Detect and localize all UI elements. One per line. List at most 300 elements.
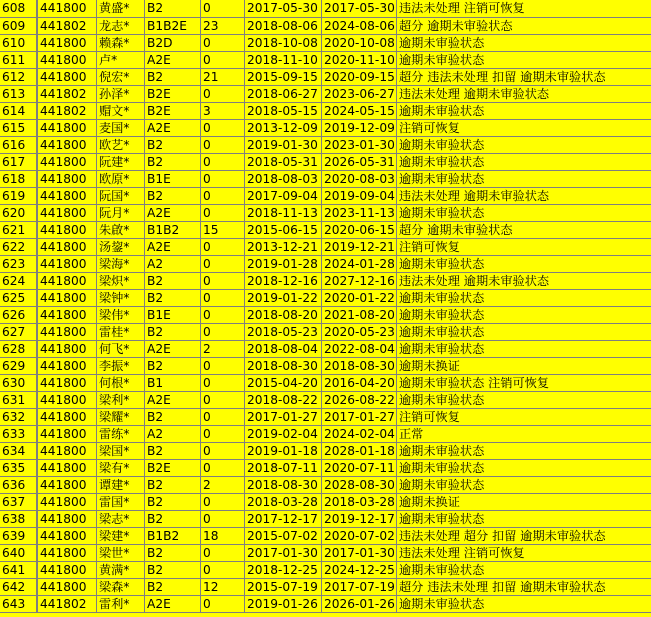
points-cell[interactable]: 0 <box>201 307 245 323</box>
issue-date-cell[interactable]: 2018-06-27 <box>245 86 322 102</box>
table-row <box>0 273 651 290</box>
row-number-cell[interactable]: 614 <box>0 103 37 119</box>
status-cell[interactable]: 违法未处理 逾期未审验状态 <box>397 86 651 102</box>
license-class-cell[interactable]: A2E <box>145 596 201 612</box>
license-class-cell[interactable]: B2 <box>145 188 201 204</box>
issue-date-cell[interactable]: 2018-08-04 <box>245 341 322 357</box>
status-cell[interactable]: 超分 逾期未审验状态 <box>397 18 651 34</box>
table-row <box>0 205 651 222</box>
name-cell[interactable]: 朱啟* <box>97 222 145 238</box>
issue-date-cell[interactable]: 2018-08-03 <box>245 171 322 187</box>
points-cell[interactable]: 0 <box>201 562 245 578</box>
area-code-cell[interactable]: 441800 <box>37 358 97 374</box>
status-cell[interactable]: 逾期未审验状态 <box>397 392 651 408</box>
license-class-cell[interactable]: B2E <box>145 86 201 102</box>
issue-date-cell[interactable]: 2018-11-13 <box>245 205 322 221</box>
expiry-date-cell[interactable]: 2019-09-04 <box>322 188 397 204</box>
area-code-cell[interactable]: 441800 <box>37 35 97 51</box>
issue-date-cell[interactable]: 2017-01-30 <box>245 545 322 561</box>
expiry-date-cell[interactable]: 2028-08-30 <box>322 477 397 493</box>
status-cell[interactable]: 逾期未审验状态 <box>397 35 651 51</box>
name-cell[interactable]: 雷桂* <box>97 324 145 340</box>
status-cell[interactable]: 违法未处理 注销可恢复 <box>397 0 651 17</box>
expiry-date-cell[interactable]: 2020-07-11 <box>322 460 397 476</box>
expiry-date-cell[interactable]: 2016-04-20 <box>322 375 397 391</box>
row-number-cell[interactable]: 621 <box>0 222 37 238</box>
points-cell[interactable]: 0 <box>201 52 245 68</box>
row-number-cell[interactable]: 632 <box>0 409 37 425</box>
issue-date-cell[interactable]: 2015-04-20 <box>245 375 322 391</box>
area-code-cell[interactable]: 441800 <box>37 307 97 323</box>
area-code-cell[interactable]: 441800 <box>37 443 97 459</box>
table-row <box>0 171 651 188</box>
row-number-cell[interactable]: 643 <box>0 596 37 612</box>
status-cell[interactable]: 逾期未审验状态 <box>397 103 651 119</box>
area-code-cell[interactable]: 441800 <box>37 273 97 289</box>
expiry-date-cell[interactable]: 2024-12-25 <box>322 562 397 578</box>
name-cell[interactable]: 梁建* <box>97 528 145 544</box>
area-code-cell[interactable]: 441800 <box>37 52 97 68</box>
issue-date-cell[interactable]: 2018-05-31 <box>245 154 322 170</box>
issue-date-cell[interactable]: 2018-10-08 <box>245 35 322 51</box>
points-cell[interactable]: 0 <box>201 511 245 527</box>
status-cell[interactable]: 逾期未审验状态 <box>397 341 651 357</box>
area-code-cell[interactable]: 441800 <box>37 426 97 442</box>
license-class-cell[interactable]: A2E <box>145 239 201 255</box>
status-cell[interactable]: 违法未处理 超分 扣留 逾期未审验状态 <box>397 528 651 544</box>
expiry-date-cell[interactable]: 2018-03-28 <box>322 494 397 510</box>
points-cell[interactable]: 21 <box>201 69 245 85</box>
status-cell[interactable]: 逾期未审验状态 <box>397 307 651 323</box>
name-cell[interactable]: 孙泽* <box>97 86 145 102</box>
issue-date-cell[interactable]: 2013-12-09 <box>245 120 322 136</box>
table-row <box>0 409 651 426</box>
points-cell[interactable]: 0 <box>201 0 245 17</box>
area-code-cell[interactable]: 441800 <box>37 409 97 425</box>
expiry-date-cell[interactable]: 2018-08-30 <box>322 358 397 374</box>
issue-date-cell[interactable]: 2013-12-21 <box>245 239 322 255</box>
license-class-cell[interactable]: B2 <box>145 154 201 170</box>
expiry-date-cell[interactable]: 2017-05-30 <box>322 0 397 17</box>
name-cell[interactable]: 雷练* <box>97 426 145 442</box>
license-class-cell[interactable]: B1E <box>145 307 201 323</box>
issue-date-cell[interactable]: 2018-05-15 <box>245 103 322 119</box>
name-cell[interactable]: 梁钟* <box>97 290 145 306</box>
name-cell[interactable]: 梁森* <box>97 579 145 595</box>
row-number-cell[interactable]: 639 <box>0 528 37 544</box>
points-cell[interactable]: 0 <box>201 171 245 187</box>
area-code-cell[interactable]: 441800 <box>37 562 97 578</box>
name-cell[interactable]: 梁利* <box>97 392 145 408</box>
points-cell[interactable]: 0 <box>201 137 245 153</box>
row-number-cell[interactable]: 637 <box>0 494 37 510</box>
status-cell[interactable]: 注销可恢复 <box>397 409 651 425</box>
status-cell[interactable]: 违法未处理 注销可恢复 <box>397 545 651 561</box>
license-class-cell[interactable]: B2 <box>145 358 201 374</box>
license-class-cell[interactable]: B2 <box>145 0 201 17</box>
license-class-cell[interactable]: B2 <box>145 562 201 578</box>
row-number-cell[interactable]: 623 <box>0 256 37 272</box>
points-cell[interactable]: 0 <box>201 324 245 340</box>
row-number-cell[interactable]: 627 <box>0 324 37 340</box>
expiry-date-cell[interactable]: 2024-02-04 <box>322 426 397 442</box>
expiry-date-cell[interactable]: 2019-12-09 <box>322 120 397 136</box>
status-cell[interactable]: 逾期未审验状态 <box>397 256 651 272</box>
status-cell[interactable]: 逾期未审验状态 <box>397 52 651 68</box>
area-code-cell[interactable]: 441800 <box>37 120 97 136</box>
area-code-cell[interactable]: 441800 <box>37 511 97 527</box>
issue-date-cell[interactable]: 2018-08-22 <box>245 392 322 408</box>
status-cell[interactable]: 逾期未换证 <box>397 494 651 510</box>
table-row <box>0 86 651 103</box>
points-cell[interactable]: 0 <box>201 154 245 170</box>
expiry-date-cell[interactable]: 2020-11-10 <box>322 52 397 68</box>
row-number-cell[interactable]: 618 <box>0 171 37 187</box>
name-cell[interactable]: 梁炽* <box>97 273 145 289</box>
expiry-date-cell[interactable]: 2019-12-17 <box>322 511 397 527</box>
issue-date-cell[interactable]: 2018-05-23 <box>245 324 322 340</box>
row-number-cell[interactable]: 617 <box>0 154 37 170</box>
status-cell[interactable]: 逾期未审验状态 <box>397 511 651 527</box>
points-cell[interactable]: 0 <box>201 596 245 612</box>
status-cell[interactable]: 逾期未审验状态 <box>397 460 651 476</box>
status-cell[interactable]: 注销可恢复 <box>397 239 651 255</box>
expiry-date-cell[interactable]: 2019-12-21 <box>322 239 397 255</box>
issue-date-cell[interactable]: 2018-08-30 <box>245 358 322 374</box>
license-class-cell[interactable]: B2 <box>145 137 201 153</box>
issue-date-cell[interactable]: 2018-03-28 <box>245 494 322 510</box>
area-code-cell[interactable]: 441800 <box>37 188 97 204</box>
points-cell[interactable]: 0 <box>201 35 245 51</box>
name-cell[interactable]: 阮国* <box>97 188 145 204</box>
issue-date-cell[interactable]: 2019-02-04 <box>245 426 322 442</box>
name-cell[interactable]: 何根* <box>97 375 145 391</box>
issue-date-cell[interactable]: 2019-01-18 <box>245 443 322 459</box>
name-cell[interactable]: 赗文* <box>97 103 145 119</box>
points-cell[interactable]: 0 <box>201 409 245 425</box>
name-cell[interactable]: 黄盛* <box>97 0 145 17</box>
area-code-cell[interactable]: 441800 <box>37 154 97 170</box>
name-cell[interactable]: 欧艺* <box>97 137 145 153</box>
area-code-cell[interactable]: 441800 <box>37 222 97 238</box>
license-class-cell[interactable]: B1B2E <box>145 18 201 34</box>
expiry-date-cell[interactable]: 2017-07-19 <box>322 579 397 595</box>
expiry-date-cell[interactable]: 2022-08-04 <box>322 341 397 357</box>
area-code-cell[interactable]: 441800 <box>37 528 97 544</box>
issue-date-cell[interactable]: 2019-01-28 <box>245 256 322 272</box>
points-cell[interactable]: 0 <box>201 120 245 136</box>
row-number-cell[interactable]: 625 <box>0 290 37 306</box>
license-class-cell[interactable]: A2E <box>145 120 201 136</box>
area-code-cell[interactable]: 441800 <box>37 341 97 357</box>
issue-date-cell[interactable]: 2015-06-15 <box>245 222 322 238</box>
row-number-cell[interactable]: 642 <box>0 579 37 595</box>
name-cell[interactable]: 梁有* <box>97 460 145 476</box>
status-cell[interactable]: 逾期未审验状态 <box>397 290 651 306</box>
row-number-cell[interactable]: 615 <box>0 120 37 136</box>
area-code-cell[interactable]: 441800 <box>37 0 97 17</box>
table-row <box>0 18 651 35</box>
row-number-cell[interactable]: 636 <box>0 477 37 493</box>
name-cell[interactable]: 阮月* <box>97 205 145 221</box>
expiry-date-cell[interactable]: 2017-01-30 <box>322 545 397 561</box>
license-class-cell[interactable]: B2 <box>145 477 201 493</box>
row-number-cell[interactable]: 633 <box>0 426 37 442</box>
area-code-cell[interactable]: 441800 <box>37 375 97 391</box>
name-cell[interactable]: 龙志* <box>97 18 145 34</box>
expiry-date-cell[interactable]: 2024-01-28 <box>322 256 397 272</box>
issue-date-cell[interactable]: 2017-12-17 <box>245 511 322 527</box>
row-number-cell[interactable]: 624 <box>0 273 37 289</box>
name-cell[interactable]: 雷国* <box>97 494 145 510</box>
points-cell[interactable]: 2 <box>201 341 245 357</box>
license-class-cell[interactable]: A2E <box>145 341 201 357</box>
status-cell[interactable]: 超分 逾期未审验状态 <box>397 222 651 238</box>
license-class-cell[interactable]: B2 <box>145 511 201 527</box>
name-cell[interactable]: 梁志* <box>97 511 145 527</box>
license-class-cell[interactable]: A2 <box>145 426 201 442</box>
issue-date-cell[interactable]: 2017-05-30 <box>245 0 322 17</box>
license-class-cell[interactable]: B2E <box>145 103 201 119</box>
issue-date-cell[interactable]: 2017-09-04 <box>245 188 322 204</box>
area-code-cell[interactable]: 441800 <box>37 239 97 255</box>
name-cell[interactable]: 黄满* <box>97 562 145 578</box>
expiry-date-cell[interactable]: 2023-06-27 <box>322 86 397 102</box>
expiry-date-cell[interactable]: 2020-07-02 <box>322 528 397 544</box>
status-cell[interactable]: 逾期未审验状态 <box>397 324 651 340</box>
issue-date-cell[interactable]: 2018-12-25 <box>245 562 322 578</box>
row-number-cell[interactable]: 641 <box>0 562 37 578</box>
row-number-cell[interactable]: 620 <box>0 205 37 221</box>
status-cell[interactable]: 逾期未审验状态 <box>397 154 651 170</box>
row-number-cell[interactable]: 638 <box>0 511 37 527</box>
status-cell[interactable]: 逾期未审验状态 <box>397 137 651 153</box>
points-cell[interactable]: 0 <box>201 239 245 255</box>
name-cell[interactable]: 赖森* <box>97 35 145 51</box>
status-cell[interactable]: 正常 <box>397 426 651 442</box>
status-cell[interactable]: 注销可恢复 <box>397 120 651 136</box>
name-cell[interactable]: 梁世* <box>97 545 145 561</box>
license-class-cell[interactable]: B1 <box>145 375 201 391</box>
points-cell[interactable]: 18 <box>201 528 245 544</box>
area-code-cell[interactable]: 441800 <box>37 545 97 561</box>
expiry-date-cell[interactable]: 2026-01-26 <box>322 596 397 612</box>
license-class-cell[interactable]: B1B2 <box>145 222 201 238</box>
expiry-date-cell[interactable]: 2023-01-30 <box>322 137 397 153</box>
points-cell[interactable]: 0 <box>201 443 245 459</box>
name-cell[interactable]: 李振* <box>97 358 145 374</box>
area-code-cell[interactable]: 441800 <box>37 205 97 221</box>
expiry-date-cell[interactable]: 2028-01-18 <box>322 443 397 459</box>
issue-date-cell[interactable]: 2015-07-02 <box>245 528 322 544</box>
issue-date-cell[interactable]: 2018-08-30 <box>245 477 322 493</box>
points-cell[interactable]: 0 <box>201 358 245 374</box>
issue-date-cell[interactable]: 2019-01-22 <box>245 290 322 306</box>
points-cell[interactable]: 0 <box>201 256 245 272</box>
row-number-cell[interactable]: 611 <box>0 52 37 68</box>
area-code-cell[interactable]: 441800 <box>37 460 97 476</box>
license-class-cell[interactable]: B2D <box>145 35 201 51</box>
area-code-cell[interactable]: 441800 <box>37 477 97 493</box>
area-code-cell[interactable]: 441800 <box>37 171 97 187</box>
issue-date-cell[interactable]: 2018-07-11 <box>245 460 322 476</box>
row-number-cell[interactable]: 634 <box>0 443 37 459</box>
area-code-cell[interactable]: 441800 <box>37 137 97 153</box>
points-cell[interactable]: 0 <box>201 494 245 510</box>
expiry-date-cell[interactable]: 2020-06-15 <box>322 222 397 238</box>
issue-date-cell[interactable]: 2018-08-20 <box>245 307 322 323</box>
area-code-cell[interactable]: 441800 <box>37 392 97 408</box>
expiry-date-cell[interactable]: 2020-09-15 <box>322 69 397 85</box>
issue-date-cell[interactable]: 2019-01-26 <box>245 596 322 612</box>
expiry-date-cell[interactable]: 2023-11-13 <box>322 205 397 221</box>
points-cell[interactable]: 0 <box>201 188 245 204</box>
expiry-date-cell[interactable]: 2021-08-20 <box>322 307 397 323</box>
license-class-cell[interactable]: B2 <box>145 273 201 289</box>
area-code-cell[interactable]: 441800 <box>37 290 97 306</box>
name-cell[interactable]: 梁耀* <box>97 409 145 425</box>
status-cell[interactable]: 逾期未审验状态 <box>397 562 651 578</box>
status-cell[interactable]: 违法未处理 逾期未审验状态 <box>397 273 651 289</box>
status-cell[interactable]: 逾期未审验状态 <box>397 477 651 493</box>
name-cell[interactable]: 倪宏* <box>97 69 145 85</box>
points-cell[interactable]: 0 <box>201 392 245 408</box>
row-number-cell[interactable]: 609 <box>0 18 37 34</box>
points-cell[interactable]: 0 <box>201 545 245 561</box>
area-code-cell[interactable]: 441802 <box>37 103 97 119</box>
license-class-cell[interactable]: B2 <box>145 324 201 340</box>
area-code-cell[interactable]: 441802 <box>37 86 97 102</box>
points-cell[interactable]: 3 <box>201 103 245 119</box>
row-number-cell[interactable]: 622 <box>0 239 37 255</box>
name-cell[interactable]: 汤鋆* <box>97 239 145 255</box>
issue-date-cell[interactable]: 2018-11-10 <box>245 52 322 68</box>
expiry-date-cell[interactable]: 2020-05-23 <box>322 324 397 340</box>
table-row <box>0 290 651 307</box>
name-cell[interactable]: 梁伟* <box>97 307 145 323</box>
table-row <box>0 579 651 596</box>
name-cell[interactable]: 谭建* <box>97 477 145 493</box>
row-number-cell[interactable]: 610 <box>0 35 37 51</box>
issue-date-cell[interactable]: 2017-01-27 <box>245 409 322 425</box>
points-cell[interactable]: 0 <box>201 290 245 306</box>
status-cell[interactable]: 逾期未审验状态 <box>397 171 651 187</box>
license-class-cell[interactable]: B1B2 <box>145 528 201 544</box>
table-row <box>0 426 651 443</box>
table-row <box>0 477 651 494</box>
points-cell[interactable]: 23 <box>201 18 245 34</box>
points-cell[interactable]: 0 <box>201 205 245 221</box>
license-class-cell[interactable]: B2 <box>145 69 201 85</box>
status-cell[interactable]: 逾期未审验状态 注销可恢复 <box>397 375 651 391</box>
area-code-cell[interactable]: 441800 <box>37 494 97 510</box>
row-number-cell[interactable]: 640 <box>0 545 37 561</box>
row-number-cell[interactable]: 635 <box>0 460 37 476</box>
license-class-cell[interactable]: B2 <box>145 494 201 510</box>
name-cell[interactable]: 何飞* <box>97 341 145 357</box>
row-number-cell[interactable]: 619 <box>0 188 37 204</box>
expiry-date-cell[interactable]: 2020-08-03 <box>322 171 397 187</box>
area-code-cell[interactable]: 441800 <box>37 324 97 340</box>
points-cell[interactable]: 2 <box>201 477 245 493</box>
license-class-cell[interactable]: B2E <box>145 460 201 476</box>
points-cell[interactable]: 0 <box>201 273 245 289</box>
expiry-date-cell[interactable]: 2026-08-22 <box>322 392 397 408</box>
row-number-cell[interactable]: 629 <box>0 358 37 374</box>
points-cell[interactable]: 12 <box>201 579 245 595</box>
area-code-cell[interactable]: 441802 <box>37 596 97 612</box>
license-class-cell[interactable]: B2 <box>145 579 201 595</box>
license-class-cell[interactable]: B2 <box>145 545 201 561</box>
name-cell[interactable]: 阮建* <box>97 154 145 170</box>
name-cell[interactable]: 雷利* <box>97 596 145 612</box>
license-class-cell[interactable]: B2 <box>145 290 201 306</box>
expiry-date-cell[interactable]: 2020-10-08 <box>322 35 397 51</box>
points-cell[interactable]: 0 <box>201 426 245 442</box>
row-number-cell[interactable]: 626 <box>0 307 37 323</box>
license-class-cell[interactable]: A2E <box>145 205 201 221</box>
license-class-cell[interactable]: B2 <box>145 409 201 425</box>
points-cell[interactable]: 0 <box>201 375 245 391</box>
expiry-date-cell[interactable]: 2024-08-06 <box>322 18 397 34</box>
license-class-cell[interactable]: B2 <box>145 443 201 459</box>
status-cell[interactable]: 逾期未换证 <box>397 358 651 374</box>
row-number-cell[interactable]: 616 <box>0 137 37 153</box>
expiry-date-cell[interactable]: 2027-12-16 <box>322 273 397 289</box>
points-cell[interactable]: 0 <box>201 86 245 102</box>
name-cell[interactable]: 梁国* <box>97 443 145 459</box>
row-number-cell[interactable]: 631 <box>0 392 37 408</box>
area-code-cell[interactable]: 441800 <box>37 256 97 272</box>
area-code-cell[interactable]: 441800 <box>37 69 97 85</box>
area-code-cell[interactable]: 441802 <box>37 18 97 34</box>
row-number-cell[interactable]: 628 <box>0 341 37 357</box>
license-class-cell[interactable]: A2E <box>145 52 201 68</box>
license-class-cell[interactable]: A2 <box>145 256 201 272</box>
row-number-cell[interactable]: 608 <box>0 0 37 17</box>
issue-date-cell[interactable]: 2019-01-30 <box>245 137 322 153</box>
name-cell[interactable]: 梁海* <box>97 256 145 272</box>
row-number-cell[interactable]: 613 <box>0 86 37 102</box>
status-cell[interactable]: 超分 违法未处理 扣留 逾期未审验状态 <box>397 69 651 85</box>
table-row <box>0 0 651 18</box>
table-row <box>0 239 651 256</box>
status-cell[interactable]: 超分 违法未处理 扣留 逾期未审验状态 <box>397 579 651 595</box>
row-number-cell[interactable]: 612 <box>0 69 37 85</box>
points-cell[interactable]: 15 <box>201 222 245 238</box>
row-number-cell[interactable]: 630 <box>0 375 37 391</box>
status-cell[interactable]: 逾期未审验状态 <box>397 205 651 221</box>
issue-date-cell[interactable]: 2015-07-19 <box>245 579 322 595</box>
license-class-cell[interactable]: B1E <box>145 171 201 187</box>
expiry-date-cell[interactable]: 2017-01-27 <box>322 409 397 425</box>
name-cell[interactable]: 麦国* <box>97 120 145 136</box>
status-cell[interactable]: 逾期未审验状态 <box>397 443 651 459</box>
name-cell[interactable]: 卢* <box>97 52 145 68</box>
expiry-date-cell[interactable]: 2020-01-22 <box>322 290 397 306</box>
issue-date-cell[interactable]: 2015-09-15 <box>245 69 322 85</box>
name-cell[interactable]: 欧原* <box>97 171 145 187</box>
points-cell[interactable]: 0 <box>201 460 245 476</box>
license-class-cell[interactable]: A2E <box>145 392 201 408</box>
issue-date-cell[interactable]: 2018-12-16 <box>245 273 322 289</box>
expiry-date-cell[interactable]: 2024-05-15 <box>322 103 397 119</box>
expiry-date-cell[interactable]: 2026-05-31 <box>322 154 397 170</box>
status-cell[interactable]: 逾期未审验状态 <box>397 596 651 612</box>
status-cell[interactable]: 违法未处理 逾期未审验状态 <box>397 188 651 204</box>
issue-date-cell[interactable]: 2018-08-06 <box>245 18 322 34</box>
area-code-cell[interactable]: 441800 <box>37 579 97 595</box>
